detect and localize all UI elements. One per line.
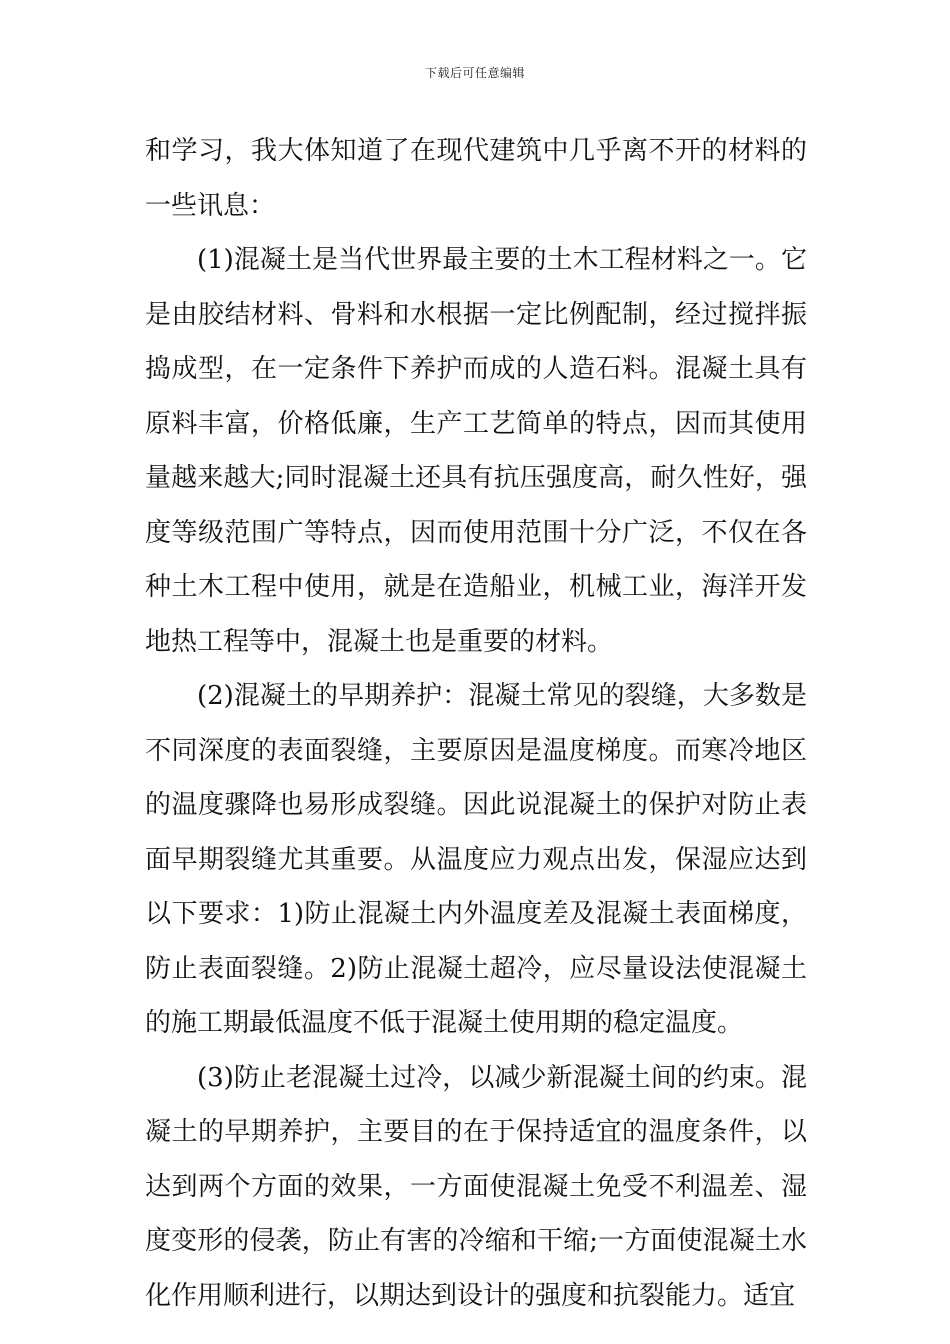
paragraph-intro: 和学习，我大体知道了在现代建筑中几乎离不开的材料的一些讯息： bbox=[145, 136, 807, 221]
paragraph-concrete-overview: (1)混凝土是当代世界最主要的土木工程材料之一。它是由胶结材料、骨料和水根据一定比例配制，经过搅拌振捣成型，在一定条件下养护而成的人造石料。混凝土具有原料丰富，价格低廉，生产工艺简单的特点，因而其使用量越来越大;同时混凝土还具有抗压强度高，耐久性好，强度等级范围广等特点，因而使用范围十分广泛，不仅在各种土木工程中使用，就是在造船业，机械工业，海洋开发地热工程等中，混凝土也是重要的材料。 bbox=[145, 245, 807, 657]
page-header: 下载后可任意编辑 bbox=[424, 66, 525, 80]
paragraph-prevent-overcooling: (3)防止老混凝土过冷，以减少新混凝土间的约束。混凝土的早期养护，主要目的在于保持适宜的温度条件，以达到两个方面的效果，一方面使混凝土免受不利温差、湿度变形的侵袭，防止有害的冷缩和干缩;一方面使混凝土水化作用顺利进行，以期达到设计的强度和抗裂能力。适宜 bbox=[145, 1062, 807, 1311]
document-body bbox=[145, 124, 807, 1323]
paragraph-early-curing: (2)混凝土的早期养护：混凝土常见的裂缝，大多数是不同深度的表面裂缝，主要原因是温度梯度。而寒冷地区的温度骤降也易形成裂缝。因此说混凝土的保护对防止表面早期裂缝尤其重要。从温度应力观点出发，保湿应达到以下要求：1)防止混凝土内外温度差及混凝土表面梯度，防止表面裂缝。2)防止混凝土超冷，应尽量设法使混凝土的施工期最低温度不低于混凝土使用期的稳定温度。 bbox=[145, 681, 807, 1038]
